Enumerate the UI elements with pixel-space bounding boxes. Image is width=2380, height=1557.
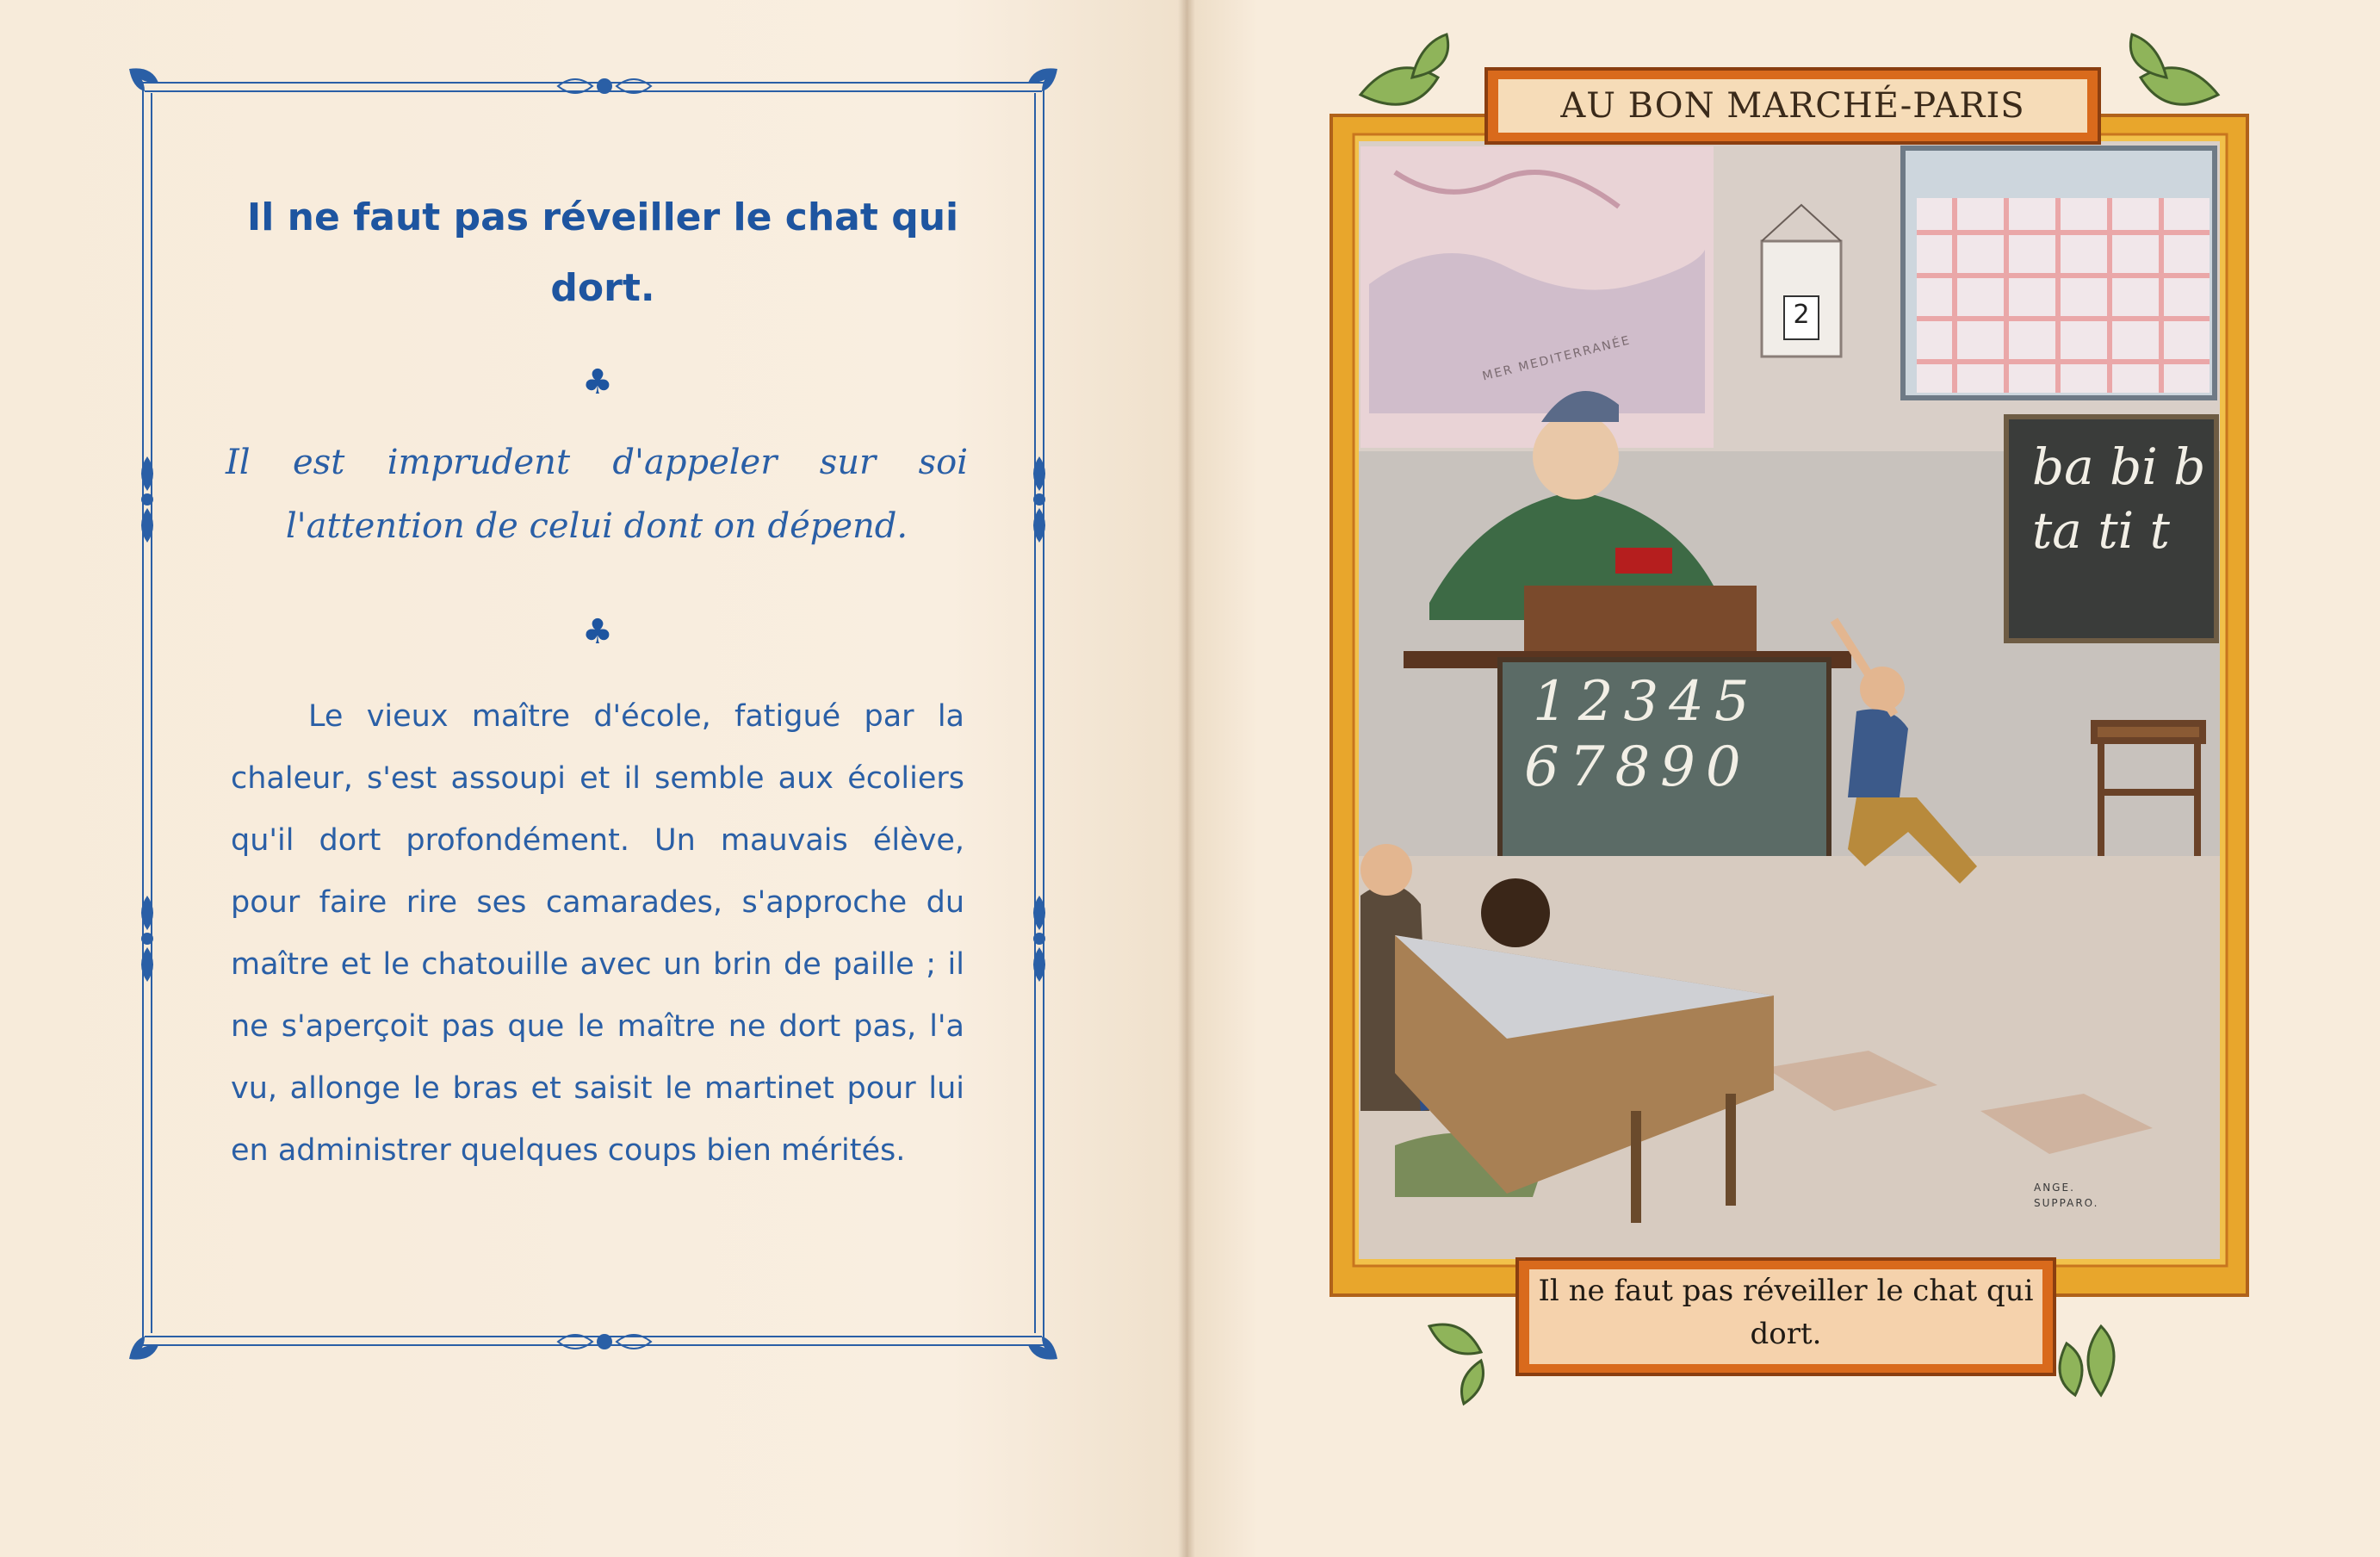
moral-text: Il est imprudent d'appeler sur soi l'attention de celui dont on dépend. xyxy=(226,443,968,546)
wall-chalkboard-line-1: ba bi b xyxy=(2032,439,2206,494)
leaf-corner-bottom-left xyxy=(1429,1324,1481,1354)
banner-title: AU BON MARCHÉ-PARIS xyxy=(1560,86,2025,126)
signature-line-1: ANGE. xyxy=(2034,1182,2075,1194)
story-text: Le vieux maître d'école, fatigué par la chaleur, s'est assoupi et il semble aux écoliers qu'il dort profondément. Un mauvais élève, pour faire rire ses camarades, s'approche du maître et le chatouille avec un brin de paille ; il ne s'aperçoit pas que le maître ne dort pas, l'a vu, allonge le bras et saisit le martinet pour lui en administrer quelques coups bien mérités. xyxy=(231,699,964,1168)
chalkboard-numbers-line-1: 12345 xyxy=(1533,670,1760,734)
calendar-number: 2 xyxy=(1793,300,1810,330)
chalkboard-numbers-line-2: 67890 xyxy=(1524,735,1751,799)
signature-line-2: SUPPARO. xyxy=(2034,1197,2099,1209)
artist-signature xyxy=(2034,1180,2172,1211)
club-ornament-icon: ♣ xyxy=(582,363,613,402)
club-ornament-icon: ♣ xyxy=(582,612,613,652)
page-title: Il ne faut pas réveiller le chat qui dort. xyxy=(246,195,959,310)
map-label: MER MEDITERRANÉE xyxy=(1481,333,1633,384)
illustration-caption: Il ne faut pas réveiller le chat qui dort. xyxy=(1538,1274,2034,1351)
wall-chalkboard-line-2: ta ti t xyxy=(2032,503,2170,558)
leaf-corner-bottom-right xyxy=(2088,1326,2114,1395)
teacher-desk xyxy=(1524,586,1757,654)
